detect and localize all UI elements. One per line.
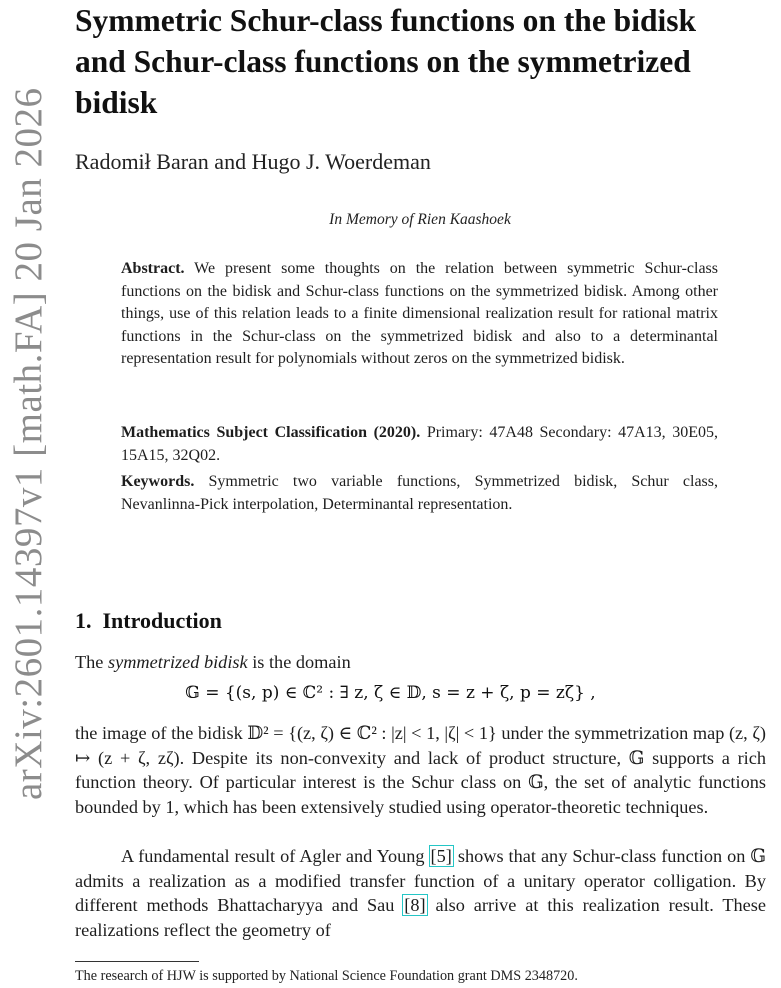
citation-link-8[interactable]: [8] [404, 895, 426, 916]
intro-lead-before: The [75, 652, 104, 672]
msc-label: Mathematics Subject Classification (2020). [121, 424, 421, 441]
symmetrized-bidisk-equation: 𝔾 = {(s, p) ∈ ℂ² : ∃ z, ζ ∈ 𝔻, s = z + ζ, p = zζ} , [185, 683, 596, 703]
section-title: Introduction [102, 608, 222, 633]
msc-text: Primary: 47A48 Secondary: 47A13, 30E05, 15A15, 32Q02. [121, 424, 718, 464]
intro-lead-term: symmetrized bidisk [108, 652, 248, 672]
section-heading [75, 608, 222, 634]
keywords-label: Keywords. [121, 473, 195, 490]
dedication: In Memory of Rien Kaashoek [329, 211, 511, 228]
title-line-2: and Schur-class functions on the symmetrized [75, 44, 691, 79]
subject-classification [121, 422, 718, 467]
intro-lead [75, 650, 766, 675]
footnote-divider [75, 961, 199, 962]
p2-part-b: shows that any Schur-class function on 𝔾 admits a realization as a modified transfer function of a unitary operator colligation. By different methods Bhattacharyya and Sau [75, 846, 766, 916]
title-line-1: Symmetric Schur-class functions on the bidisk [75, 3, 697, 38]
title-line-3: bidisk [75, 85, 158, 120]
abstract [121, 258, 718, 371]
keywords-text: Symmetric two variable functions, Symmetrized bidisk, Schur class, Nevanlinna-Pick interpolation, Determinantal representation. [121, 473, 719, 513]
abstract-text: We present some thoughts on the relation between symmetric Schur-class functions on the bidisk and Schur-class functions on the symmetrized bidisk. Among other things, use of this relation leads to a finite dimensional realization result for rational matrix functions in the Schur-class on the symmetrized bidisk and also to a determinantal representation result for polynomials without zeros on the symmetrized bidisk. [121, 260, 718, 368]
intro-paragraph-1: the image of the bidisk 𝔻² = {(z, ζ) ∈ ℂ² : |z| < 1, |ζ| < 1} under the symmetrization map (z, ζ) ↦ (z + ζ, zζ). Despite its non-convexity and lack of product structure, 𝔾 supports a rich function theory. Of particular interest is the Schur class on 𝔾, the set of analytic functions bounded by 1, which has been extensively studied using operator-theoretic techniques. [75, 723, 766, 817]
abstract-label: Abstract. [121, 260, 185, 277]
authors: Radomił Baran and Hugo J. Woerdeman [75, 149, 431, 174]
p2-part-a: A fundamental result of Agler and Young [121, 846, 425, 866]
intro-paragraph-2 [75, 844, 766, 942]
footnote: The research of HJW is supported by National Science Foundation grant DMS 2348720. [75, 968, 578, 984]
citation-link-5[interactable]: [5] [430, 846, 452, 866]
intro-lead-after: is the domain [252, 652, 351, 672]
keywords [121, 471, 718, 516]
arxiv-identifier-stamp: arXiv:2601.14397v1 [math.FA] 20 Jan 2026 [7, 87, 50, 800]
paper-title [75, 0, 781, 123]
section-number: 1. [75, 608, 92, 633]
p2-part-c: also arrive at this realization result. These realizations reflect the geometry of [75, 895, 766, 940]
